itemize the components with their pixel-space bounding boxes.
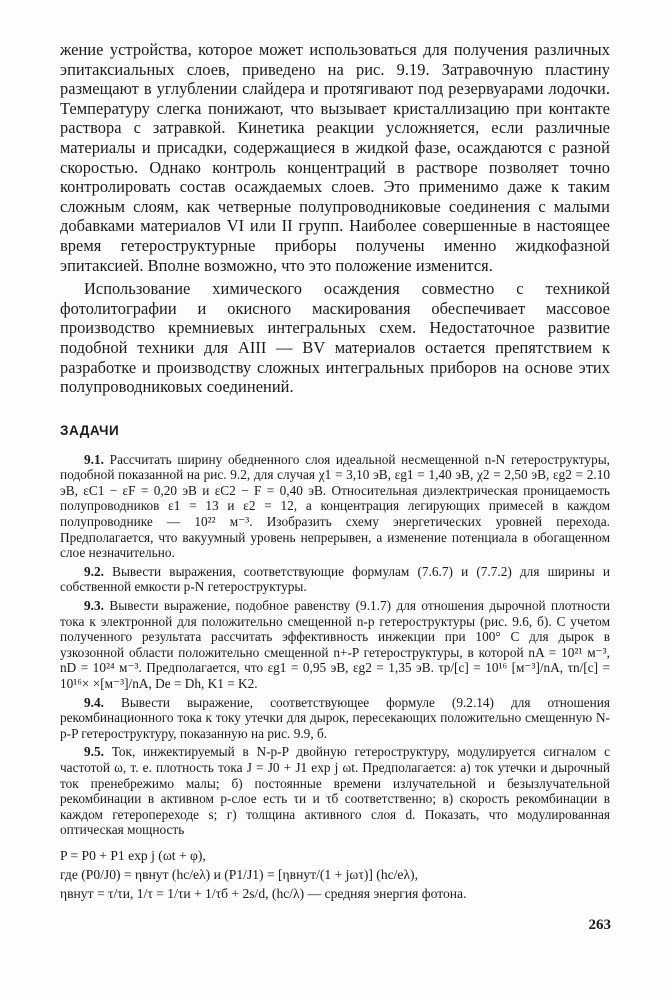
body-paragraph-1: жение устройства, которое может использоваться для получения различных эпитаксиальных слоев, приведено на рис. 9.19. Затравочную пластину размещают в углублении слайдера и протягивают под резервуарами лодочки. Температуру слегка понижают, что вызывает кристаллизацию при контакте раствора с затравкой. Кинетика реакции усложняется, если различные материалы и присадки, содержащиеся в жидкой фазе, осаждаются с разной скоростью. Однако контроль концентраций в растворе позволяет точно контролировать состав осаждаемых слоев. Это применимо даже к таким сложным слоям, как четверные полупроводниковые соединения с малыми добавками материалов VI или II групп. Наиболее совершенные в настоящее время гетероструктурные приборы получены именно жидкофазной эпитаксией. Вполне возможно, что это положение изменится. [60, 40, 610, 275]
formula-line-3: ηвнут = τ/τи, 1/τ = 1/τи + 1/τб + 2s/d, (hc/λ) — средняя энергия фотона. [60, 886, 467, 902]
problem-number: 9.5. [84, 744, 104, 760]
problem-number: 9.1. [84, 451, 104, 467]
page-number: 263 [588, 917, 611, 933]
problem-text: Вывести выражение, соответствующее формуле (9.2.14) для отношения рекомбинационного тока к току утечки для дырок, пересекающих положительно смещенную N-p-P гетероструктуру, показанную на рис. 9.9, б. [60, 694, 611, 741]
problem-item [60, 598, 610, 692]
problem-text: Вывести выражение, подобное равенству (9.1.7) для отношения дырочной плотности тока к электронной для положительно смещенной n-p гетероструктуры (рис. 9.6, б). С учетом полученного результата рассчитать эффективность инжекции при 100° С для дырок в узкозонной области положительно смещенной n+-P гетероструктуры, в которой nA = 10²¹ м⁻³, nD = 10²⁴ м⁻³. Предполагается, что εg1 = 0,95 эВ, εg2 = 1,35 эВ. τp/[c] = 10¹⁶ [м⁻³]/nA, τn/[c] = 10¹⁶× ×[м⁻³]/nA, De = Dh, K1 = K2. [60, 598, 610, 691]
section-heading: ЗАДАЧИ [60, 422, 120, 438]
body-paragraph-2: Использование химического осаждения совместно с техникой фотолитографии и окисного маскирования обеспечивает массовое производство кремниевых интегральных схем. Недостаточное развитие подобной техники для AIII — BV материалов остается препятствием к разработке и производству сложных интегральных приборов на основе этих полупроводниковых соединений. [60, 279, 610, 397]
problem-number: 9.2. [84, 563, 104, 579]
formula-block [60, 846, 610, 904]
problem-text: Рассчитать ширину обедненного слоя идеальной несмещенной n-N гетероструктуры, подобной показанной на рис. 9.2, для случая χ1 = 3,10 эВ, εg1 = 1,40 эВ, χ2 = 2,50 эВ, εg2 = 2.10 эВ, εC1 − εF = 0,20 эВ и εC2 − F = 0,40 эВ. Относительная диэлектрическая проницаемость полупроводников ε1 = 13 и ε2 = 12, а концентрация легирующих примесей в каждом полупроводнике — 10²² м⁻³. Изобразить схему энергетических уровней перехода. Предполагается, что вакуумный уровень непрерывен, а изменение потенциала в обогащенном слое незначительно. [60, 451, 610, 561]
problem-number: 9.3. [84, 598, 104, 614]
problem-item [60, 452, 610, 561]
problem-text: Вывести выражения, соответствующие формулам (7.6.7) и (7.7.2) для ширины и собственной емкости p-N гетероструктуры. [60, 563, 610, 595]
problem-item [60, 744, 610, 838]
formula-line-1: P = P0 + P1 exp j (ωt + φ), [60, 847, 206, 863]
problem-text: Ток, инжектируемый в N-p-P двойную гетероструктуру, модулируется сигналом с частотой ω, т. е. плотность тока J = J0 + J1 exp j ωt. Предполагается: а) ток утечки и дырочный ток пренебрежимо малы; б) постоянные времени излучательной и безызлучательной рекомбинации в активном p-слое есть τи и τб соответственно; в) скорость рекомбинации в каждом гетеропереходе s; г) толщина активного слоя d. Показать, что модулированная оптическая мощность [60, 744, 610, 838]
problem-number: 9.4. [84, 694, 104, 710]
problem-item [60, 564, 610, 595]
problem-item [60, 695, 610, 742]
formula-line-2: где (P0/J0) = ηвнут (hc/eλ) и (P1/J1) = [ηвнут/(1 + jωτ)] (hc/eλ), [60, 867, 418, 883]
